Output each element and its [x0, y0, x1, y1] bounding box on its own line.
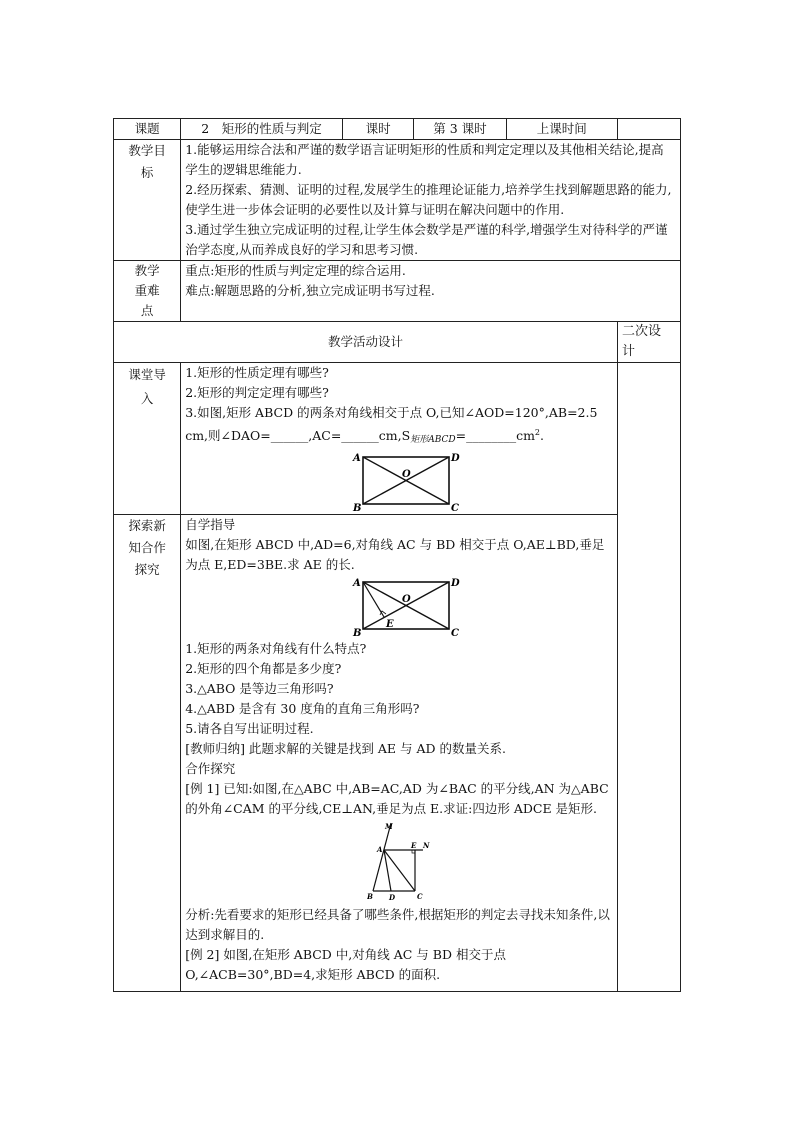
second-design-cell — [617, 363, 680, 992]
rectangle-perpendicular-figure — [351, 577, 461, 637]
time-value — [617, 119, 680, 140]
intro-q2: 2.矩形的判定定理有哪些? — [185, 385, 329, 400]
fig2-label-c: C — [451, 628, 460, 638]
fig1-label-c: C — [451, 503, 460, 513]
explore-q5: 5.请各自写出证明过程. — [185, 721, 314, 737]
fig3-label-n: N — [423, 841, 430, 851]
explore-q4: 4.△ABD 是含有 30 度角的直角三角形吗? — [185, 701, 420, 717]
goals-content — [181, 140, 681, 261]
fig1-label-a: A — [353, 453, 361, 465]
fig2-label-b: B — [353, 628, 362, 638]
fig1-label-d: D — [451, 453, 460, 465]
goals-label: 教学目标 — [114, 140, 181, 261]
intro-content — [181, 363, 618, 515]
fig3-label-b: B — [367, 892, 374, 902]
fig3-label-e: E — [411, 841, 417, 851]
intro-label: 课堂导入 — [114, 363, 181, 515]
self-study-problem: 如图,在矩形 ABCD 中,AD=6,对角线 AC 与 BD 相交于点 O,AE⊥BD,垂足为点 E,ED=3BE.求 AE 的长. — [185, 537, 605, 573]
coop-heading: 合作探究 — [185, 761, 236, 777]
key-point: 重点:矩形的性质与判定定理的综合运用. — [185, 263, 406, 278]
design-header-row — [114, 322, 681, 363]
period-value: 第 3 课时 — [414, 119, 506, 140]
intro-q1: 1.矩形的性质定理有哪些? — [185, 365, 329, 380]
keypoints-row — [114, 261, 681, 322]
analysis: 分析:先看要求的矩形已经具备了哪些条件,根据矩形的判定去寻找未知条件,以达到求解目的. — [185, 907, 610, 943]
goals-row — [114, 140, 681, 261]
fig2-label-a: A — [353, 578, 361, 590]
lesson-plan-table — [113, 118, 681, 992]
explore-label: 探索新知合作探究 — [114, 515, 181, 992]
rectangle-figure-2 — [351, 577, 613, 637]
triangle-rectangle-figure — [367, 821, 447, 903]
goal-1: 1.能够运用综合法和严谨的数学语言证明矩形的性质和判定定理以及其他相关结论,提高学生的逻辑思维能力. — [185, 142, 664, 177]
time-label: 上课时间 — [506, 119, 617, 140]
fig3-label-d: D — [389, 893, 396, 903]
rectangle-diagonals-figure — [351, 452, 461, 512]
goal-3: 3.通过学生独立完成证明的过程,让学生体会数学是严谨的科学,增强学生对待科学的严谨治学态度,从而养成良好的学习和思考习惯. — [185, 222, 668, 257]
explore-row — [114, 515, 681, 992]
fig1-label-b: B — [353, 503, 362, 513]
fig2-label-e: E — [386, 619, 394, 631]
rectangle-figure-1 — [351, 452, 613, 512]
explore-q3: 3.△ABO 是等边三角形吗? — [185, 681, 334, 697]
self-study-heading: 自学指导 — [185, 517, 236, 533]
difficult-point: 难点:解题思路的分析,独立完成证明书写过程. — [185, 283, 435, 298]
explore-q2: 2.矩形的四个角都是多少度? — [185, 661, 342, 677]
teacher-summary: [教师归纳] 此题求解的关键是找到 AE 与 AD 的数量关系. — [185, 741, 506, 757]
fig3-label-a: A — [377, 845, 383, 855]
keypoints-content — [181, 261, 681, 322]
intro-q3: 3.如图,矩形 ABCD 的两条对角线相交于点 O,已知∠AOD=120°,AB=2.5 cm,则∠DAO=______,AC=______cm,S矩形$ABCD=\_\_\_\_\_\_\_\_cm^2$. — [185, 405, 598, 446]
fig2-label-d: D — [451, 578, 460, 590]
fig2-label-o: O — [402, 594, 411, 606]
course-value: 2 矩形的性质与判定 — [181, 119, 343, 140]
course-label: 课题 — [114, 119, 181, 140]
keypoints-label: 教学重难点 — [114, 261, 181, 322]
triangle-figure — [367, 821, 613, 903]
example-1: [例 1] 已知:如图,在△ABC 中,AB=AC,AD 为∠BAC 的平分线,AN 为△ABC 的外角∠CAM 的平分线,CE⊥AN,垂足为点 E.求证:四边形 ADCE 是矩形. — [185, 781, 609, 817]
intro-row — [114, 363, 681, 515]
example-2: [例 2] 如图,在矩形 ABCD 中,对角线 AC 与 BD 相交于点 O,∠ACB=30°,BD=4,求矩形 ABCD 的面积. — [185, 947, 506, 983]
period-label: 课时 — [342, 119, 413, 140]
fig1-label-o: O — [402, 469, 411, 481]
goal-2: 2.经历探索、猜测、证明的过程,发展学生的推理论证能力,培养学生找到解题思路的能力,使学生进一步体会证明的必要性以及计算与证明在解决问题中的作用. — [185, 182, 672, 217]
fig3-label-m: M — [385, 822, 393, 832]
fig3-label-c: C — [417, 892, 423, 902]
second-design-label: 二次设计 — [617, 322, 680, 363]
header-row — [114, 119, 681, 140]
design-title: 教学活动设计 — [114, 322, 618, 363]
explore-q1: 1.矩形的两条对角线有什么特点? — [185, 641, 367, 657]
explore-content — [181, 515, 618, 992]
